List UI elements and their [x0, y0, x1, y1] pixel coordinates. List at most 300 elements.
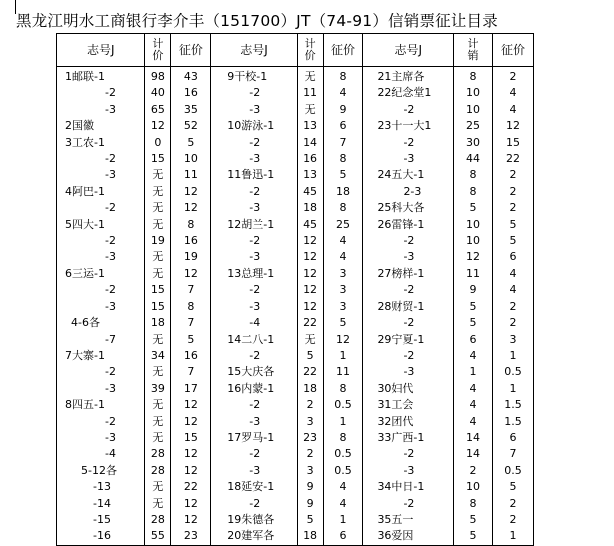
- cell-code: [211, 118, 297, 134]
- cell-code: [363, 332, 454, 348]
- cell-code-text: -2: [105, 283, 116, 297]
- cell-sold: 1: [454, 364, 493, 380]
- cell-price: 8: [323, 151, 363, 167]
- cell-price: 8: [323, 67, 363, 86]
- table-row: [57, 430, 534, 446]
- cell-price: 2: [492, 496, 533, 512]
- col-header-sold: [145, 34, 171, 67]
- cell-code-text: -2: [105, 201, 116, 215]
- cell-sold: 无: [145, 479, 171, 495]
- cell-sold: 30: [454, 135, 493, 151]
- cell-code-text: -2: [105, 414, 116, 428]
- table-row: [57, 266, 534, 282]
- cell-price: 12: [171, 463, 211, 479]
- table-row: [57, 217, 534, 233]
- cell-code-text: -3: [249, 102, 261, 116]
- cell-code: [363, 299, 454, 315]
- cell-code: [211, 348, 297, 364]
- cell-sold: 无: [145, 184, 171, 200]
- cell-price: 5: [492, 233, 533, 249]
- cell-price: 1.5: [492, 414, 533, 430]
- cell-price: 35: [171, 102, 211, 118]
- cell-price: 1: [492, 381, 533, 397]
- table-row: [57, 200, 534, 216]
- cell-sold: 98: [145, 67, 171, 86]
- cell-price: 19: [171, 249, 211, 265]
- cell-code: [211, 381, 297, 397]
- table-row: [57, 348, 534, 364]
- cell-price: 12: [171, 446, 211, 462]
- cell-price: 6: [323, 528, 363, 545]
- cell-price: 15: [171, 430, 211, 446]
- cell-price: 4: [492, 85, 533, 101]
- cell-code-text: -2: [249, 135, 261, 149]
- cell-code: [363, 282, 454, 298]
- cell-code-text: 16内蒙-1: [227, 381, 275, 395]
- table-row: [57, 184, 534, 200]
- cell-sold: 2: [297, 397, 323, 413]
- cell-sold: 9: [297, 479, 323, 495]
- cell-sold: 无: [145, 397, 171, 413]
- cell-sold: 40: [145, 85, 171, 101]
- cell-price: 12: [171, 184, 211, 200]
- cell-code-text: -3: [249, 299, 261, 313]
- cell-sold: 6: [454, 332, 493, 348]
- cell-price: 2: [492, 67, 533, 86]
- cell-code-text: -2: [249, 496, 261, 510]
- cell-code-text: -3: [105, 168, 116, 182]
- cell-sold: 23: [297, 430, 323, 446]
- cell-code-text: -3: [249, 250, 261, 264]
- cell-sold: 28: [145, 512, 171, 528]
- cell-sold: 15: [145, 282, 171, 298]
- cell-code: [363, 446, 454, 462]
- table-row: [57, 67, 534, 86]
- col-header-sold-label: 计价: [304, 37, 316, 62]
- cell-code: [211, 67, 297, 86]
- cell-sold: 44: [454, 151, 493, 167]
- cell-sold: 22: [297, 364, 323, 380]
- cell-code-text: -2: [403, 102, 415, 116]
- cell-code: [363, 315, 454, 331]
- cell-code: [363, 348, 454, 364]
- cell-code: [57, 381, 145, 397]
- cell-code-text: 19朱德各: [227, 512, 275, 526]
- table-row: [57, 364, 534, 380]
- cell-sold: 12: [297, 266, 323, 282]
- cell-code-text: 14二八-1: [227, 332, 275, 346]
- cell-code-text: 31工会: [377, 398, 414, 412]
- cell-code: [211, 414, 297, 430]
- table-row: [57, 528, 534, 545]
- cell-sold: 8: [454, 167, 493, 183]
- cell-code-text: 12胡兰-1: [227, 217, 275, 231]
- cell-price: 2: [492, 315, 533, 331]
- cell-sold: 12: [297, 249, 323, 265]
- cell-sold: 10: [454, 479, 493, 495]
- cell-code: [363, 430, 454, 446]
- cell-price: 2: [492, 512, 533, 528]
- cell-sold: 无: [145, 496, 171, 512]
- cell-price: 23: [171, 528, 211, 545]
- cell-price: 11: [171, 167, 211, 183]
- table-row: [57, 135, 534, 151]
- cell-code-text: -2: [403, 135, 415, 149]
- cell-code-text: 13总理-1: [227, 266, 275, 280]
- cell-code-text: 11鲁迅-1: [227, 168, 275, 182]
- cell-sold: 5: [454, 528, 493, 545]
- cell-price: 22: [171, 479, 211, 495]
- cell-code-text: -2: [403, 496, 415, 510]
- cell-sold: 12: [454, 249, 493, 265]
- cell-code: [211, 299, 297, 315]
- cell-code-text: -2: [105, 365, 116, 379]
- cell-sold: 无: [297, 67, 323, 86]
- cell-sold: 18: [297, 528, 323, 545]
- cell-code-text: 3工农-1: [65, 135, 105, 149]
- cell-sold: 12: [297, 282, 323, 298]
- cell-sold: 2: [297, 446, 323, 462]
- cell-sold: 9: [454, 282, 493, 298]
- cell-code: [363, 266, 454, 282]
- table-row: [57, 479, 534, 495]
- cell-sold: 无: [145, 217, 171, 233]
- cell-sold: 4: [454, 348, 493, 364]
- cell-price: 6: [492, 249, 533, 265]
- cell-code: [211, 463, 297, 479]
- cell-code: [211, 528, 297, 545]
- cell-sold: 22: [297, 315, 323, 331]
- cell-price: 12: [171, 414, 211, 430]
- cell-sold: 5: [297, 512, 323, 528]
- cell-code: [363, 167, 454, 183]
- cell-code: [211, 85, 297, 101]
- cell-code: [363, 233, 454, 249]
- cell-sold: 4: [454, 414, 493, 430]
- cell-price: 7: [323, 135, 363, 151]
- cell-price: 5: [171, 135, 211, 151]
- cell-code: [363, 217, 454, 233]
- cell-code-text: -2: [403, 234, 415, 248]
- table-row: [57, 299, 534, 315]
- cell-code: [57, 151, 145, 167]
- cell-code: [57, 217, 145, 233]
- cell-sold: 28: [145, 446, 171, 462]
- cell-code: [211, 266, 297, 282]
- cell-sold: 10: [454, 102, 493, 118]
- cell-code: [211, 217, 297, 233]
- table-row: [57, 463, 534, 479]
- cell-sold: 5: [454, 299, 493, 315]
- cell-code-text: -3: [249, 414, 261, 428]
- cell-sold: 18: [145, 315, 171, 331]
- cell-sold: 9: [297, 496, 323, 512]
- cell-code-text: -2: [249, 234, 261, 248]
- cell-price: 4: [492, 102, 533, 118]
- cell-price: 4: [323, 233, 363, 249]
- cell-code-text: 6三运-1: [65, 266, 105, 280]
- cell-code-text: -2: [249, 86, 261, 100]
- col-header-price: 征价: [492, 34, 533, 67]
- table-row: [57, 85, 534, 101]
- cell-code-text: -2: [105, 152, 116, 166]
- cell-code: [57, 67, 145, 86]
- cell-price: 1: [492, 348, 533, 364]
- cell-price: 7: [171, 282, 211, 298]
- cell-price: 6: [492, 430, 533, 446]
- cell-code: [57, 118, 145, 134]
- cell-code-text: -3: [403, 250, 415, 264]
- cell-price: 2: [492, 184, 533, 200]
- table-row: [57, 102, 534, 118]
- cell-sold: 15: [145, 299, 171, 315]
- cell-price: 3: [323, 299, 363, 315]
- cell-code: [363, 479, 454, 495]
- cell-price: 18: [323, 184, 363, 200]
- cell-code: [57, 200, 145, 216]
- cell-price: 2: [492, 299, 533, 315]
- cell-sold: 4: [454, 397, 493, 413]
- cell-code-text: 17罗马-1: [227, 430, 275, 444]
- cell-code: [57, 299, 145, 315]
- cell-price: 8: [171, 217, 211, 233]
- cell-price: 43: [171, 67, 211, 86]
- cell-sold: 28: [145, 463, 171, 479]
- cell-sold: 15: [145, 151, 171, 167]
- cell-price: 12: [171, 512, 211, 528]
- cell-sold: 无: [145, 200, 171, 216]
- col-header-price: 征价: [171, 34, 211, 67]
- cell-code-text: 36爱因: [377, 529, 414, 543]
- table-row: [57, 397, 534, 413]
- cell-code: [211, 446, 297, 462]
- cell-code-text: -3: [105, 299, 116, 313]
- cell-code-text: -3: [403, 365, 415, 379]
- cell-sold: 10: [454, 217, 493, 233]
- cell-code-text: 20建军各: [227, 529, 275, 543]
- cell-price: 17: [171, 381, 211, 397]
- cell-price: 12: [171, 266, 211, 282]
- table-row: [57, 332, 534, 348]
- cell-code-text: -2: [105, 234, 116, 248]
- cell-code-text: -2: [249, 348, 261, 362]
- cell-code-text: 27榜样-1: [377, 266, 425, 280]
- cell-code: [57, 85, 145, 101]
- cell-price: 0.5: [492, 463, 533, 479]
- cell-price: 5: [323, 167, 363, 183]
- cell-code: [363, 118, 454, 134]
- cell-code: [211, 282, 297, 298]
- cell-price: 12: [492, 118, 533, 134]
- cell-price: 16: [171, 348, 211, 364]
- cell-sold: 无: [145, 414, 171, 430]
- cell-code-text: -2: [403, 316, 415, 330]
- table-row: [57, 233, 534, 249]
- cell-sold: 13: [297, 167, 323, 183]
- cell-code: [211, 167, 297, 183]
- cell-price: 5: [323, 315, 363, 331]
- cell-code: [57, 266, 145, 282]
- cell-sold: 25: [454, 118, 493, 134]
- cell-price: 3: [323, 282, 363, 298]
- cell-price: 3: [492, 332, 533, 348]
- cell-code-text: 26雷锋-1: [377, 217, 425, 231]
- cell-code-text: -2: [249, 447, 261, 461]
- col-header-sold-label: 计销: [467, 37, 479, 62]
- cell-sold: 5: [454, 512, 493, 528]
- cell-code: [363, 414, 454, 430]
- cell-sold: 12: [297, 299, 323, 315]
- cell-price: 8: [323, 200, 363, 216]
- cell-code-text: 33广西-1: [377, 430, 425, 444]
- cell-code: [57, 463, 145, 479]
- cell-price: 4: [323, 479, 363, 495]
- cell-sold: 2: [454, 463, 493, 479]
- cell-code-text: 32团代: [377, 414, 414, 428]
- cell-code-text: 5四大-1: [65, 217, 105, 231]
- cell-price: 7: [171, 364, 211, 380]
- cell-code-text: 24五大-1: [377, 168, 425, 182]
- cell-code-text: 7大寨-1: [65, 348, 105, 362]
- cell-code: [57, 479, 145, 495]
- cell-code: [57, 282, 145, 298]
- cell-code-text: 21主席各: [377, 70, 425, 83]
- cell-code: [363, 528, 454, 545]
- cell-sold: 18: [297, 200, 323, 216]
- table-row: [57, 315, 534, 331]
- cell-code: [211, 135, 297, 151]
- cell-code: [57, 528, 145, 545]
- table-row: [57, 151, 534, 167]
- cell-code-text: 4-6各: [71, 316, 100, 330]
- cell-sold: 14: [297, 135, 323, 151]
- cell-price: 6: [323, 118, 363, 134]
- cell-code: [57, 446, 145, 462]
- cell-code-text: -15: [93, 512, 111, 526]
- cell-price: 16: [171, 233, 211, 249]
- cell-code-text: 22纪念堂1: [377, 86, 432, 100]
- cell-price: 4: [492, 266, 533, 282]
- table-row: [57, 118, 534, 134]
- cell-code: [363, 135, 454, 151]
- cell-sold: 39: [145, 381, 171, 397]
- cell-code: [211, 249, 297, 265]
- cell-code: [211, 102, 297, 118]
- cell-code-text: -2: [403, 348, 415, 362]
- col-header-sold-label: 计价: [152, 37, 164, 62]
- table-row: [57, 381, 534, 397]
- cell-price: 15: [492, 135, 533, 151]
- cell-code: [363, 85, 454, 101]
- cell-code: [211, 200, 297, 216]
- cell-code-text: 10游泳-1: [227, 119, 275, 133]
- cell-price: 4: [323, 496, 363, 512]
- cell-price: 12: [171, 200, 211, 216]
- cell-code-text: -2: [249, 184, 261, 198]
- cell-code: [363, 67, 454, 86]
- cell-sold: 13: [297, 118, 323, 134]
- cell-price: 1.5: [492, 397, 533, 413]
- cell-price: 12: [171, 496, 211, 512]
- cell-code-text: -4: [249, 316, 261, 330]
- cell-sold: 无: [145, 430, 171, 446]
- cell-price: 12: [323, 332, 363, 348]
- cell-price: 0.5: [492, 364, 533, 380]
- col-header-sold: [297, 34, 323, 67]
- cell-code: [211, 151, 297, 167]
- cell-code: [57, 135, 145, 151]
- cell-code-text: -14: [93, 496, 111, 510]
- cell-price: 4: [323, 85, 363, 101]
- cell-code-text: 25科大各: [377, 201, 425, 215]
- cell-sold: 无: [145, 167, 171, 183]
- table-row: [57, 167, 534, 183]
- cell-code: [57, 102, 145, 118]
- header-row: [57, 34, 534, 67]
- cell-code: [57, 315, 145, 331]
- cell-price: 8: [171, 299, 211, 315]
- cell-price: 7: [492, 446, 533, 462]
- col-header-code: 志号J: [57, 34, 145, 67]
- cell-price: 7: [171, 315, 211, 331]
- cell-code-text: 28财贸-1: [377, 299, 425, 313]
- cell-code-text: -2: [249, 283, 261, 297]
- cell-price: 16: [171, 85, 211, 101]
- cell-sold: 4: [454, 381, 493, 397]
- table-row: [57, 249, 534, 265]
- cell-code: [363, 381, 454, 397]
- cell-price: 1: [323, 414, 363, 430]
- cell-code-text: -3: [249, 201, 261, 215]
- cell-sold: 10: [454, 85, 493, 101]
- cell-code-text: 18延安-1: [227, 480, 275, 494]
- cell-code-text: 4阿巴-1: [65, 184, 105, 198]
- page-title: 黑龙江明水工商银行李介丰（151700）JT（74-91）信销票征让目录: [16, 12, 498, 30]
- cell-code-text: 30妇代: [377, 381, 414, 395]
- cell-sold: 10: [454, 233, 493, 249]
- cell-code: [57, 184, 145, 200]
- cell-price: 1: [323, 348, 363, 364]
- cell-code: [57, 167, 145, 183]
- cell-price: 2: [492, 200, 533, 216]
- cell-code: [211, 364, 297, 380]
- table-row: [57, 414, 534, 430]
- cell-code: [211, 479, 297, 495]
- cell-code-text: -2: [105, 86, 116, 100]
- cell-code: [57, 249, 145, 265]
- cell-price: 8: [323, 381, 363, 397]
- cell-code-text: -3: [105, 102, 116, 116]
- cell-sold: 5: [454, 200, 493, 216]
- cell-code: [363, 463, 454, 479]
- cell-code: [57, 512, 145, 528]
- cell-code-text: -3: [249, 152, 261, 166]
- cell-code-text: 8四五-1: [65, 398, 105, 412]
- cell-sold: 无: [145, 332, 171, 348]
- cell-sold: 0: [145, 135, 171, 151]
- cell-price: 4: [323, 249, 363, 265]
- cell-code-text: 15大庆各: [227, 365, 275, 379]
- cell-code-text: -3: [403, 463, 415, 477]
- cell-price: 2: [492, 167, 533, 183]
- cell-price: 12: [171, 397, 211, 413]
- cell-code-text: 2-3: [403, 184, 422, 198]
- cell-code-text: 35五一: [377, 512, 414, 526]
- cell-code: [363, 151, 454, 167]
- cell-code: [363, 397, 454, 413]
- cell-sold: 11: [297, 85, 323, 101]
- cell-sold: 5: [297, 348, 323, 364]
